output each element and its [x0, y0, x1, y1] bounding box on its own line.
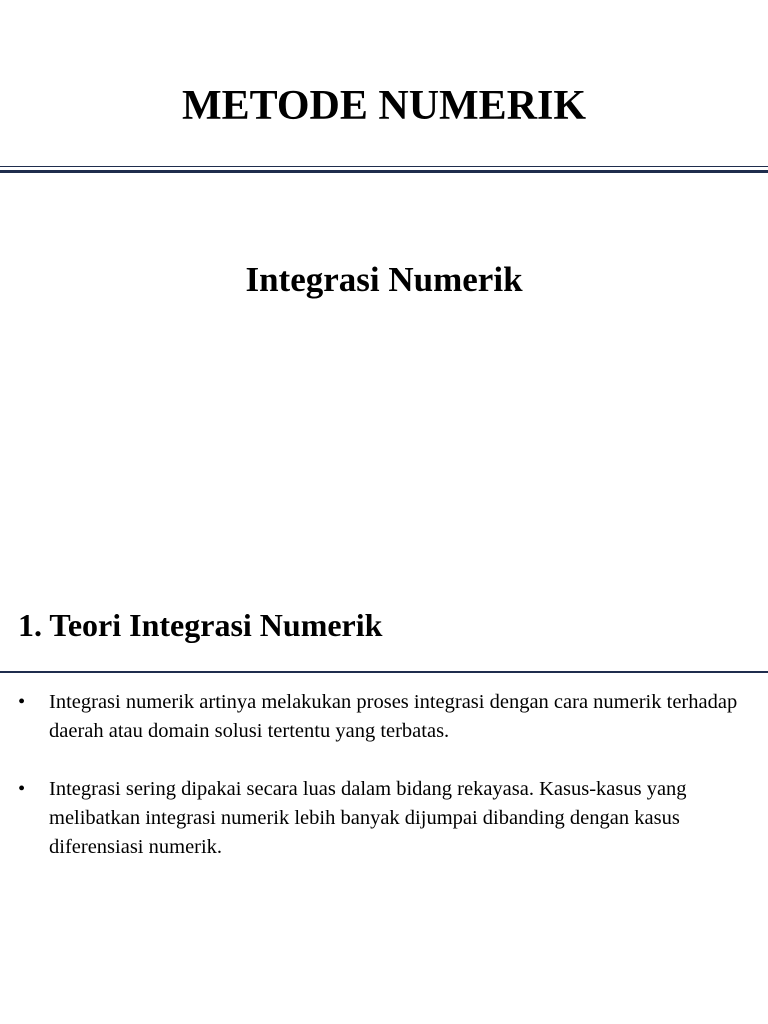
section-heading: 1. Teori Integrasi Numerik — [18, 607, 383, 643]
title-divider-thin — [0, 166, 768, 167]
section-divider — [0, 671, 768, 673]
bullet-icon: • — [18, 691, 26, 713]
bullet-text: Integrasi numerik artinya melakukan proses integrasi dengan cara numerik terhadap daerah atau domain solusi tertentu yang terbatas. — [49, 691, 738, 742]
bullet-list — [18, 688, 748, 891]
title-divider-thick — [0, 170, 768, 173]
bullet-item — [18, 688, 748, 746]
bullet-item — [18, 775, 748, 862]
bullet-text: Integrasi sering dipakai secara luas dalam bidang rekayasa. Kasus-kasus yang melibatkan integrasi numerik lebih banyak dijumpai dibanding dengan kasus diferensiasi numerik. — [49, 778, 687, 858]
subtitle: Integrasi Numerik — [245, 260, 523, 299]
page-title: METODE NUMERIK — [181, 83, 587, 129]
bullet-icon: • — [18, 778, 26, 800]
